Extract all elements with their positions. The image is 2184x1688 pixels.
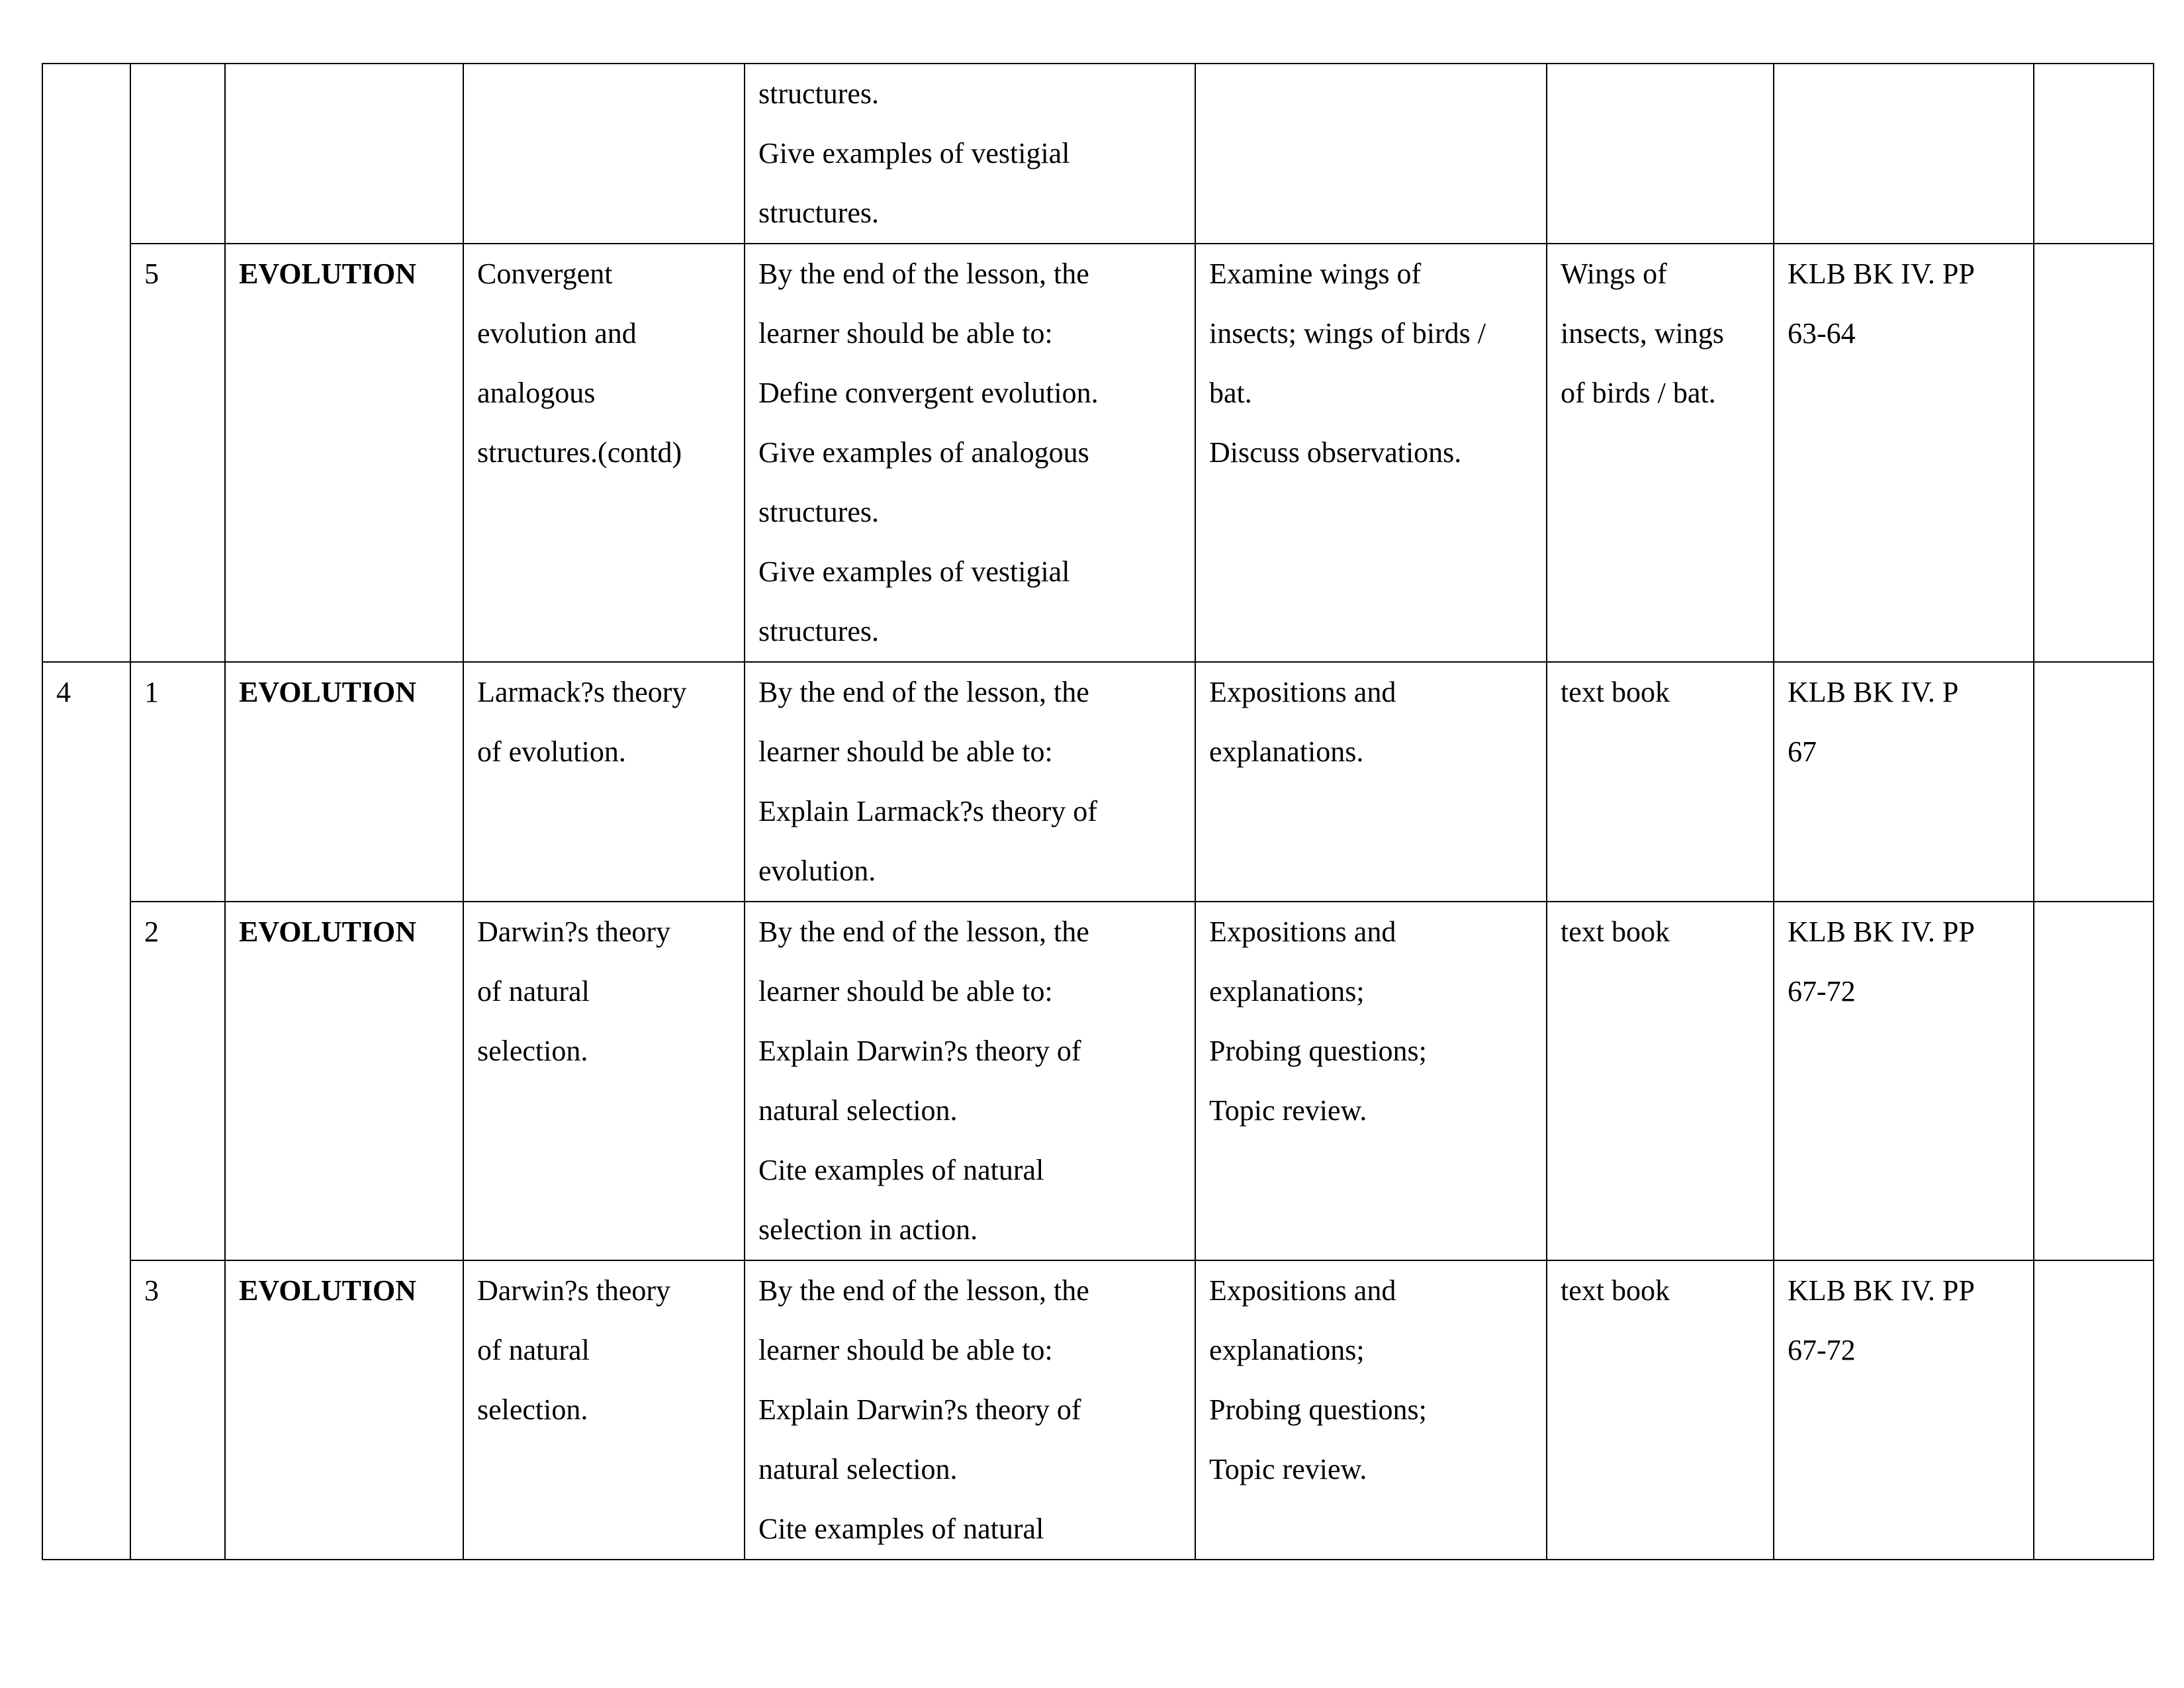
objectives-line: learner should be able to: bbox=[758, 317, 1053, 350]
objectives-cell bbox=[745, 662, 1195, 902]
remarks-cell bbox=[2034, 902, 2154, 1260]
remarks-cell bbox=[2034, 662, 2154, 902]
subtopic-line: analogous bbox=[477, 377, 596, 409]
remarks-cell bbox=[2034, 1260, 2154, 1560]
objectives-line: By the end of the lesson, the bbox=[758, 915, 1089, 948]
week-cell bbox=[42, 64, 130, 662]
topic-cell: EVOLUTION bbox=[225, 244, 463, 662]
subtopic-cell bbox=[463, 662, 745, 902]
objectives-line: learner should be able to: bbox=[758, 1334, 1053, 1366]
remarks-cell bbox=[2034, 64, 2154, 244]
activities-line: Probing questions; bbox=[1209, 1035, 1427, 1067]
activities-cell bbox=[1195, 1260, 1547, 1560]
objectives-line: structures. bbox=[758, 77, 880, 110]
references-cell bbox=[1774, 64, 2034, 244]
resources-cell bbox=[1547, 64, 1774, 244]
activities-cell bbox=[1195, 662, 1547, 902]
resources-line: Wings of bbox=[1561, 258, 1667, 290]
objectives-cell bbox=[745, 64, 1195, 244]
objectives-line: Give examples of vestigial bbox=[758, 555, 1070, 588]
objectives-line: By the end of the lesson, the bbox=[758, 258, 1089, 290]
activities-line: Topic review. bbox=[1209, 1453, 1367, 1485]
objectives-line: Explain Larmack?s theory of bbox=[758, 795, 1097, 827]
activities-line: explanations; bbox=[1209, 975, 1365, 1008]
references-cell bbox=[1774, 244, 2034, 662]
references-line: 63-64 bbox=[1788, 317, 1856, 350]
objectives-line: structures. bbox=[758, 615, 880, 647]
references-cell bbox=[1774, 1260, 2034, 1560]
subtopic-line: selection. bbox=[477, 1035, 588, 1067]
activities-line: Discuss observations. bbox=[1209, 436, 1462, 469]
activities-line: Expositions and bbox=[1209, 915, 1396, 948]
activities-line: explanations; bbox=[1209, 1334, 1365, 1366]
remarks-cell bbox=[2034, 244, 2154, 662]
references-cell bbox=[1774, 902, 2034, 1260]
topic-cell bbox=[225, 64, 463, 244]
activities-line: insects; wings of birds / bbox=[1209, 317, 1486, 350]
objectives-line: structures. bbox=[758, 496, 880, 528]
objectives-cell bbox=[745, 244, 1195, 662]
subtopic-line: Darwin?s theory bbox=[477, 915, 671, 948]
week-cell: 4 bbox=[42, 662, 130, 1560]
lesson-cell: 2 bbox=[130, 902, 225, 1260]
references-line: 67-72 bbox=[1788, 1334, 1856, 1366]
objectives-line: Cite examples of natural bbox=[758, 1513, 1044, 1545]
table-row bbox=[42, 244, 2154, 662]
lesson-cell: 5 bbox=[130, 244, 225, 662]
lesson-cell bbox=[130, 64, 225, 244]
objectives-line: natural selection. bbox=[758, 1094, 958, 1127]
activities-line: Expositions and bbox=[1209, 1274, 1396, 1307]
references-cell bbox=[1774, 662, 2034, 902]
objectives-line: Explain Darwin?s theory of bbox=[758, 1393, 1081, 1426]
activities-line: Probing questions; bbox=[1209, 1393, 1427, 1426]
resources-line: text book bbox=[1561, 676, 1670, 708]
subtopic-cell bbox=[463, 1260, 745, 1560]
table-row bbox=[42, 64, 2154, 244]
topic-cell: EVOLUTION bbox=[225, 1260, 463, 1560]
activities-line: Topic review. bbox=[1209, 1094, 1367, 1127]
activities-cell bbox=[1195, 902, 1547, 1260]
resources-line: insects, wings bbox=[1561, 317, 1724, 350]
activities-line: bat. bbox=[1209, 377, 1252, 409]
objectives-line: learner should be able to: bbox=[758, 975, 1053, 1008]
objectives-line: By the end of the lesson, the bbox=[758, 1274, 1089, 1307]
lesson-cell: 1 bbox=[130, 662, 225, 902]
objectives-line: Define convergent evolution. bbox=[758, 377, 1099, 409]
table-row bbox=[42, 1260, 2154, 1560]
topic-cell: EVOLUTION bbox=[225, 662, 463, 902]
objectives-line: Cite examples of natural bbox=[758, 1154, 1044, 1186]
objectives-line: Give examples of vestigial bbox=[758, 137, 1070, 169]
resources-cell bbox=[1547, 244, 1774, 662]
subtopic-line: evolution and bbox=[477, 317, 637, 350]
objectives-line: selection in action. bbox=[758, 1213, 978, 1246]
resources-line: text book bbox=[1561, 1274, 1670, 1307]
activities-line: explanations. bbox=[1209, 735, 1364, 768]
resources-cell bbox=[1547, 902, 1774, 1260]
activities-cell bbox=[1195, 244, 1547, 662]
lesson-cell: 3 bbox=[130, 1260, 225, 1560]
objectives-line: By the end of the lesson, the bbox=[758, 676, 1089, 708]
references-line: KLB BK IV. PP bbox=[1788, 1274, 1975, 1307]
subtopic-cell bbox=[463, 244, 745, 662]
table-row bbox=[42, 902, 2154, 1260]
references-line: KLB BK IV. PP bbox=[1788, 915, 1975, 948]
resources-cell bbox=[1547, 662, 1774, 902]
objectives-cell bbox=[745, 1260, 1195, 1560]
subtopic-line: Convergent bbox=[477, 258, 613, 290]
objectives-line: structures. bbox=[758, 197, 880, 229]
subtopic-line: structures.(contd) bbox=[477, 436, 682, 469]
resources-line: text book bbox=[1561, 915, 1670, 948]
objectives-line: Explain Darwin?s theory of bbox=[758, 1035, 1081, 1067]
subtopic-cell bbox=[463, 902, 745, 1260]
subtopic-line: of natural bbox=[477, 975, 590, 1008]
objectives-cell bbox=[745, 902, 1195, 1260]
activities-cell bbox=[1195, 64, 1547, 244]
subtopic-line: of natural bbox=[477, 1334, 590, 1366]
subtopic-cell bbox=[463, 64, 745, 244]
subtopic-line: selection. bbox=[477, 1393, 588, 1426]
resources-cell bbox=[1547, 1260, 1774, 1560]
objectives-line: Give examples of analogous bbox=[758, 436, 1089, 469]
references-line: KLB BK IV. PP bbox=[1788, 258, 1975, 290]
objectives-line: learner should be able to: bbox=[758, 735, 1053, 768]
activities-line: Expositions and bbox=[1209, 676, 1396, 708]
topic-cell: EVOLUTION bbox=[225, 902, 463, 1260]
subtopic-line: of evolution. bbox=[477, 735, 626, 768]
scheme-of-work-table bbox=[42, 63, 2154, 1560]
table-row bbox=[42, 662, 2154, 902]
resources-line: of birds / bat. bbox=[1561, 377, 1716, 409]
objectives-line: natural selection. bbox=[758, 1453, 958, 1485]
references-line: 67-72 bbox=[1788, 975, 1856, 1008]
objectives-line: evolution. bbox=[758, 855, 876, 887]
subtopic-line: Darwin?s theory bbox=[477, 1274, 671, 1307]
activities-line: Examine wings of bbox=[1209, 258, 1422, 290]
references-line: KLB BK IV. P bbox=[1788, 676, 1959, 708]
references-line: 67 bbox=[1788, 735, 1817, 768]
subtopic-line: Larmack?s theory bbox=[477, 676, 687, 708]
